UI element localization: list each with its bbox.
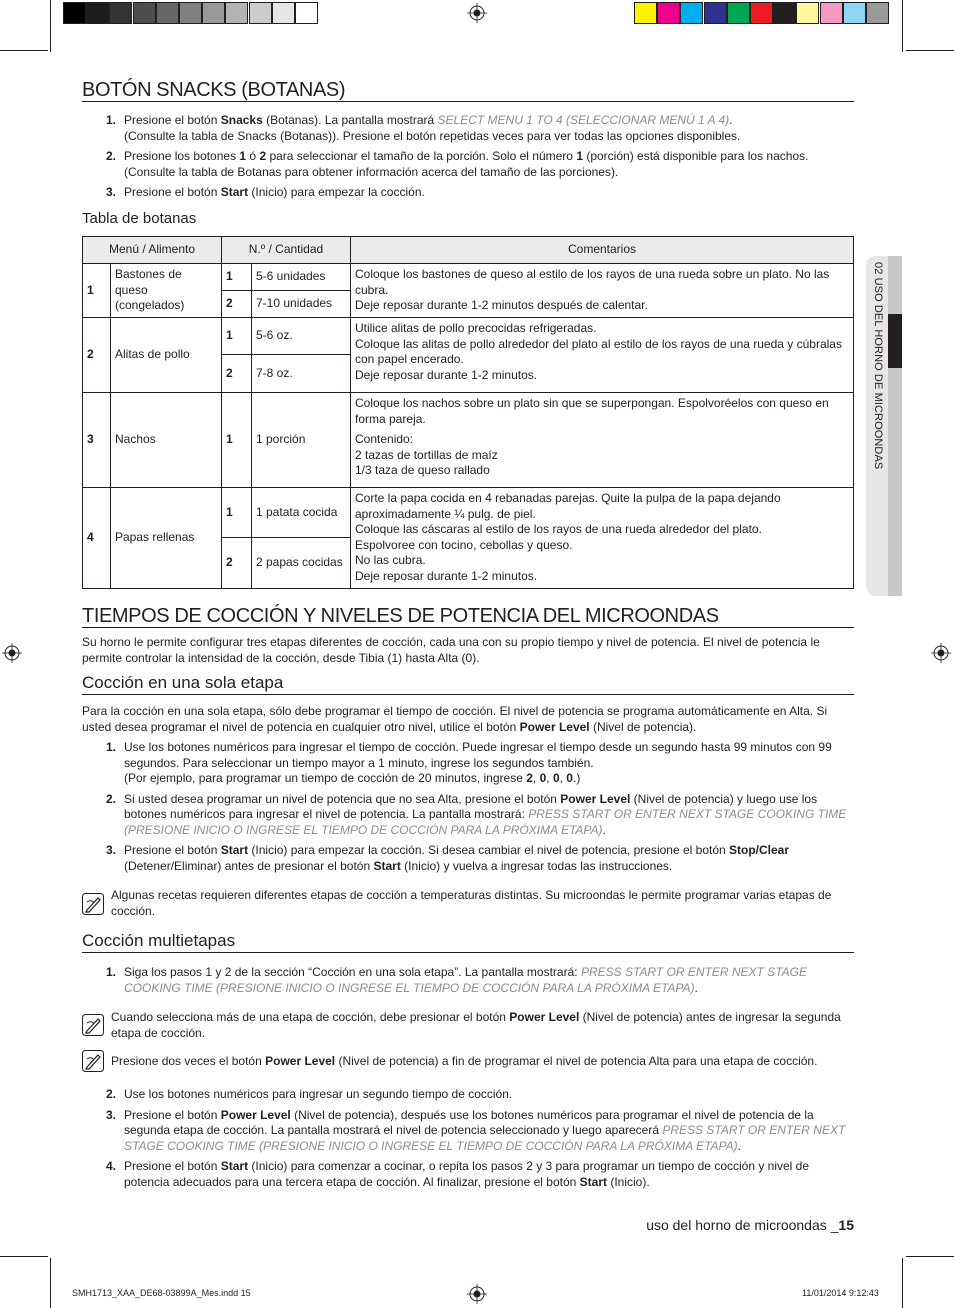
times-intro: Su horno le permite configurar tres etapas diferentes de cocción, cada una con su propio tiempo y nivel de potencia. El nivel de potencia le permite controlar la intensidad de la cocción, desde Tibia (1) hasta Alta (0).	[82, 635, 820, 665]
note-icon	[82, 1050, 104, 1072]
color-swatch	[202, 2, 225, 24]
section-title-times: TIEMPOS DE COCCIÓN Y NIVELES DE POTENCIA DEL MICROONDAS	[82, 605, 719, 627]
list-item: 1. Presione el botón Snacks (Botanas). La pantalla mostrará SELECT MENU 1 TO 4 (SELECCIONAR MENÚ 1 A 4). (Consulte la tabla de Snacks (Botanas)). Presione el botón repetidas veces para ver todas las opciones disponibles.	[106, 113, 741, 143]
list-item: 2. Presione los botones 1 ó 2 para seleccionar el tamaño de la porción. Solo el número 1 (porción) está disponible para los nachos. (Consulte la tabla de Botanas para obtener información acerca del tamaño de las porciones).	[106, 149, 809, 179]
crop-mark	[906, 50, 954, 51]
crop-mark	[902, 1258, 903, 1308]
crop-mark	[0, 50, 48, 51]
table-row: 2 7-10 unidades	[83, 291, 854, 318]
color-swatch	[657, 2, 680, 24]
single-intro: Para la cocción en una sola etapa, sólo debe programar el tiempo de cocción. El nivel de potencia se programa automáticamente en Alta. Si usted desea programar el nivel de potencia en cualquier otro nivel, utilice el botón Power Level (Nivel de potencia).	[82, 704, 828, 734]
column-header: Menú / Alimento	[83, 237, 222, 264]
color-swatch	[86, 2, 109, 24]
note-text: Presione dos veces el botón Power Level (Nivel de potencia) a fin de programar el nivel de potencia Alta para una etapa de cocción.	[111, 1054, 818, 1068]
registration-mark-icon	[931, 643, 951, 663]
color-swatch	[634, 2, 657, 24]
column-header: Comentarios	[351, 237, 854, 264]
snacks-steps	[82, 113, 854, 201]
color-swatch	[843, 2, 866, 24]
color-swatch	[796, 2, 819, 24]
subsection-title-single: Cocción en una sola etapa	[82, 673, 284, 692]
chapter-tab-edge	[888, 256, 902, 596]
color-swatch	[704, 2, 727, 24]
page-footer: uso del horno de microondas _15	[646, 1217, 854, 1233]
note-icon	[82, 893, 104, 915]
list-item: 1. Siga los pasos 1 y 2 de la sección “Cocción en una sola etapa”. La pantalla mostrará: PRESS START OR ENTER NEXT STAGE COOKING TIME (PRESIONE INICIO O INGRESE EL TIEMPO DE COCCIÓN PARA LA PRÓXIMA ETAPA).	[106, 965, 807, 995]
table-row: 4 Papas rellenas 1 1 patata cocida Corte la papa cocida en 4 rebanadas parejas. Quite la pulpa de la papa dejando aproximadamente ¼ pulg. de piel. Coloque las cáscaras al estilo de los rayos de una rueda alrededor del plato. Espolvoree con tocino, cebollas y queso. No las cubra. Deje reposar durante 1-2 minutos.	[83, 488, 854, 538]
crop-mark	[902, 0, 903, 52]
color-swatch	[727, 2, 750, 24]
print-slug-file: SMH1713_XAA_DE68-03899A_Mes.indd 15	[72, 1288, 251, 1298]
crop-mark	[50, 0, 51, 52]
crop-mark	[0, 1256, 48, 1257]
list-item: 3. Presione el botón Start (Inicio) para empezar la cocción. Si desea cambiar el nivel de potencia, presione el botón Stop/Clear (Detener/Eliminar) antes de presionar el botón Start (Inicio) y vuelva a ingresar todas las instrucciones.	[106, 843, 790, 873]
list-item: 2. Si usted desea programar un nivel de potencia que no sea Alta, presione el botón Power Level (Nivel de potencia) y luego use los botones numéricos para ingresar el nivel de potencia. La pantalla mostrará: PRESS START OR ENTER NEXT STAGE COOKING TIME (PRESIONE INICIO O INGRESE EL TIEMPO DE COCCIÓN PARA LA PRÓXIMA ETAPA).	[106, 791, 847, 837]
chapter-tab-marker	[888, 314, 902, 368]
note-icon	[82, 1014, 104, 1036]
table-row: 2 7-8 oz.	[83, 355, 854, 393]
multi-steps-a	[82, 965, 854, 996]
color-swatch	[63, 2, 86, 24]
section-rule	[82, 101, 854, 102]
note-text: Algunas recetas requieren diferentes etapas de cocción a temperaturas distintas. Su microondas le permite programar varias etapas de cocción.	[111, 888, 832, 918]
color-swatch	[750, 2, 773, 24]
print-slug-date: 11/01/2014 9:12:43	[802, 1288, 879, 1298]
crop-mark	[906, 1256, 954, 1257]
snacks-table	[82, 236, 854, 589]
section-title-snacks: BOTÓN SNACKS (BOTANAS)	[82, 79, 346, 101]
table-row: 1 Bastones de queso (congelados) 1 5-6 unidades Coloque los bastones de queso al estilo de los rayos de una rueda sobre un plato. No las cubra. Deje reposar durante 1-2 minutos después de calentar.	[83, 264, 854, 291]
list-item: 1. Use los botones numéricos para ingresar el tiempo de cocción. Puede ingresar el tiempo desde un segundo hasta 99 minutos con 99 segundos. Para seleccionar un tiempo mayor a 1 minuto, ingrese los segundos también. (Por ejemplo, para programar un tiempo de cocción de 20 minutos, ingrese 2, 0, 0, 0.)	[106, 740, 832, 785]
table-title: Tabla de botanas	[82, 210, 197, 227]
color-swatch	[866, 2, 889, 24]
color-swatch	[773, 2, 796, 24]
registration-mark-icon	[2, 643, 22, 663]
color-swatch	[820, 2, 843, 24]
multi-steps-b	[82, 1087, 854, 1190]
color-swatch	[109, 2, 132, 24]
list-item: 3. Presione el botón Start (Inicio) para empezar la cocción.	[106, 185, 425, 199]
subsection-title-multi: Cocción multietapas	[82, 931, 236, 950]
table-row: 3 Nachos 1 1 porción Coloque los nachos sobre un plato sin que se superpongan. Espolvoréelos con queso en forma pareja. Contenido: 2 tazas de tortillas de maíz 1/3 taza de queso rallado	[83, 393, 854, 488]
subsection-rule	[82, 694, 854, 695]
chapter-tab-label: 02 USO DEL HORNO DE MICROONDAS	[872, 262, 884, 470]
color-swatch	[133, 2, 156, 24]
registration-mark-icon	[467, 1284, 487, 1304]
color-swatch	[225, 2, 248, 24]
color-swatch	[249, 2, 272, 24]
color-swatch	[179, 2, 202, 24]
table-row: 2 Alitas de pollo 1 5-6 oz. Utilice alitas de pollo precocidas refrigeradas. Coloque las alitas de pollo alrededor del plato al estilo de los rayos de una rueda y cúbralas con papel encerado. Deje reposar durante 1-2 minutos.	[83, 318, 854, 355]
crop-mark	[50, 1258, 51, 1308]
table-row: 2 2 papas cocidas	[83, 538, 854, 589]
color-swatch	[295, 2, 318, 24]
column-header: N.º / Cantidad	[222, 237, 351, 264]
list-item: 3. Presione el botón Power Level (Nivel de potencia), después use los botones numéricos para programar el nivel de potencia de la segunda etapa de cocción. La pantalla mostrará el nivel de potencia seleccionado y luego aparecerá PRESS START OR ENTER NEXT STAGE COOKING TIME (PRESIONE INICIO O INGRESE EL TIEMPO DE COCCIÓN PARA LA PRÓXIMA ETAPA).	[106, 1107, 846, 1153]
list-item: 4. Presione el botón Start (Inicio) para comenzar a cocinar, o repita los pasos 2 y 3 para programar un tiempo de cocción y nivel de potencia adecuados para una tercera etapa de cocción. Al finalizar, presione el botón Start (Inicio).	[106, 1159, 810, 1189]
color-swatch	[272, 2, 295, 24]
registration-mark-icon	[467, 3, 487, 23]
list-item: 2. Use los botones numéricos para ingresar un segundo tiempo de cocción.	[106, 1087, 513, 1101]
note-text: Cuando selecciona más de una etapa de cocción, debe presionar el botón Power Level (Nivel de potencia) antes de ingresar la segunda etapa de cocción.	[111, 1010, 841, 1040]
color-swatch	[680, 2, 703, 24]
section-rule	[82, 627, 854, 628]
table-header-row	[83, 237, 854, 264]
color-swatch	[156, 2, 179, 24]
single-steps	[82, 740, 854, 874]
subsection-rule	[82, 952, 854, 953]
